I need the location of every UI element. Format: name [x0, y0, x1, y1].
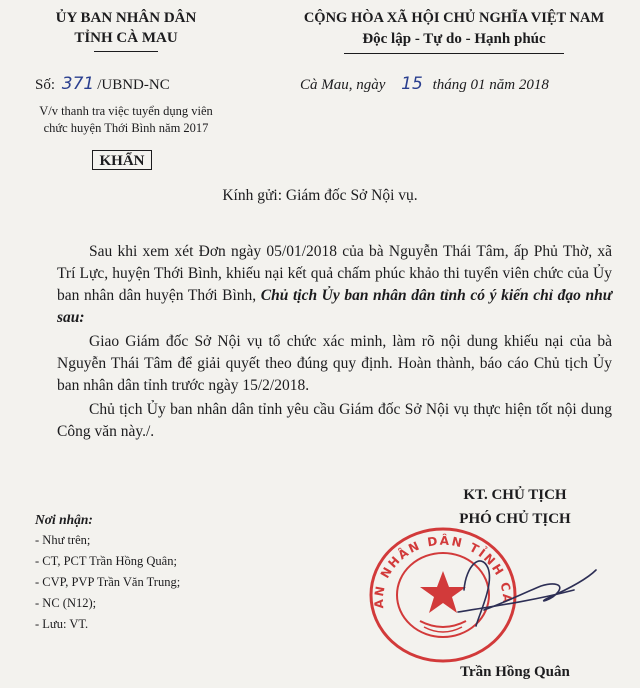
issue-date	[300, 74, 630, 95]
paragraph-1-text: Sau khi xem xét Đơn ngày 05/01/2018 của bà Nguyễn Thái Tâm, ấp Phủ Thờ, xã Trí Lực, huyện Thới Bình, khiếu nại kết quả chấm phúc khảo thi tuyển viên chức của Ủy ban nhân dân huyện Thới Bình,	[57, 243, 612, 304]
signature-title-2: PHÓ CHỦ TỊCH	[459, 511, 571, 527]
signature-title-1: KT. CHỦ TỊCH	[463, 487, 567, 503]
agency-name	[6, 8, 246, 48]
handwritten-signature	[436, 540, 606, 640]
subject-line1: V/v thanh tra việc tuyển dụng viên	[39, 104, 213, 118]
date-day: 15	[401, 74, 423, 94]
doc-number	[35, 74, 255, 95]
nation-header	[268, 8, 640, 50]
nation-motto: Độc lập - Tự do - Hạnh phúc	[362, 31, 546, 47]
urgent-label: KHẨN	[99, 153, 145, 169]
agency-line1: ỦY BAN NHÂN DÂN	[55, 10, 197, 26]
doc-subject	[0, 103, 252, 137]
recipient-item: - Lưu: VT.	[35, 617, 89, 631]
recipients	[35, 510, 275, 635]
nation-line1: CỘNG HÒA XÃ HỘI CHỦ NGHĨA VIỆT NAM	[303, 10, 605, 26]
paragraph-3: Chủ tịch Ủy ban nhân dân tỉnh yêu cầu Giám đốc Sở Nội vụ thực hiện tốt nội dung Công văn này./.	[57, 401, 612, 440]
agency-line2: TỈNH CÀ MAU	[74, 30, 178, 46]
recipient-item: - Như trên;	[35, 533, 91, 547]
recipients-heading: Nơi nhận:	[35, 512, 93, 527]
paragraph-2: Giao Giám đốc Sở Nội vụ tổ chức xác minh, làm rõ nội dung khiếu nại của bà Nguyễn Thái Tâm để giải quyết theo đúng quy định. Hoàn thành, báo cáo Chủ tịch Ủy ban nhân dân tỉnh trước ngày 15/2/2018.	[57, 333, 612, 394]
urgent-badge	[92, 150, 152, 170]
recipient-item: - CT, PCT Trần Hồng Quân;	[35, 554, 177, 568]
date-suffix: tháng 01 năm 2018	[432, 77, 549, 93]
greeting: Kính gửi: Giám đốc Sở Nội vụ.	[222, 187, 418, 204]
recipient-item: - NC (N12);	[35, 596, 97, 610]
paragraph-1-emphasis: Chủ tịch Ủy ban nhân dân tỉnh có ý kiến chỉ đạo như sau:	[57, 287, 612, 326]
date-prefix: Cà Mau, ngày	[300, 77, 386, 93]
signer-name: Trần Hồng Quân	[460, 664, 570, 680]
doc-number-prefix: Số:	[35, 77, 56, 93]
recipient-item: - CVP, PVP Trần Văn Trung;	[35, 575, 181, 589]
doc-number-handwritten: 371	[61, 74, 95, 94]
signature-titles	[400, 483, 630, 531]
subject-line2: chức huyện Thới Bình năm 2017	[43, 121, 209, 135]
motto-underline	[344, 53, 564, 54]
seal-text: AN NHÂN DÂN TỈNH CÀ	[371, 533, 515, 609]
agency-underline	[94, 51, 158, 52]
doc-number-suffix: /UBND-NC	[97, 77, 170, 93]
paragraph-1	[57, 241, 612, 329]
